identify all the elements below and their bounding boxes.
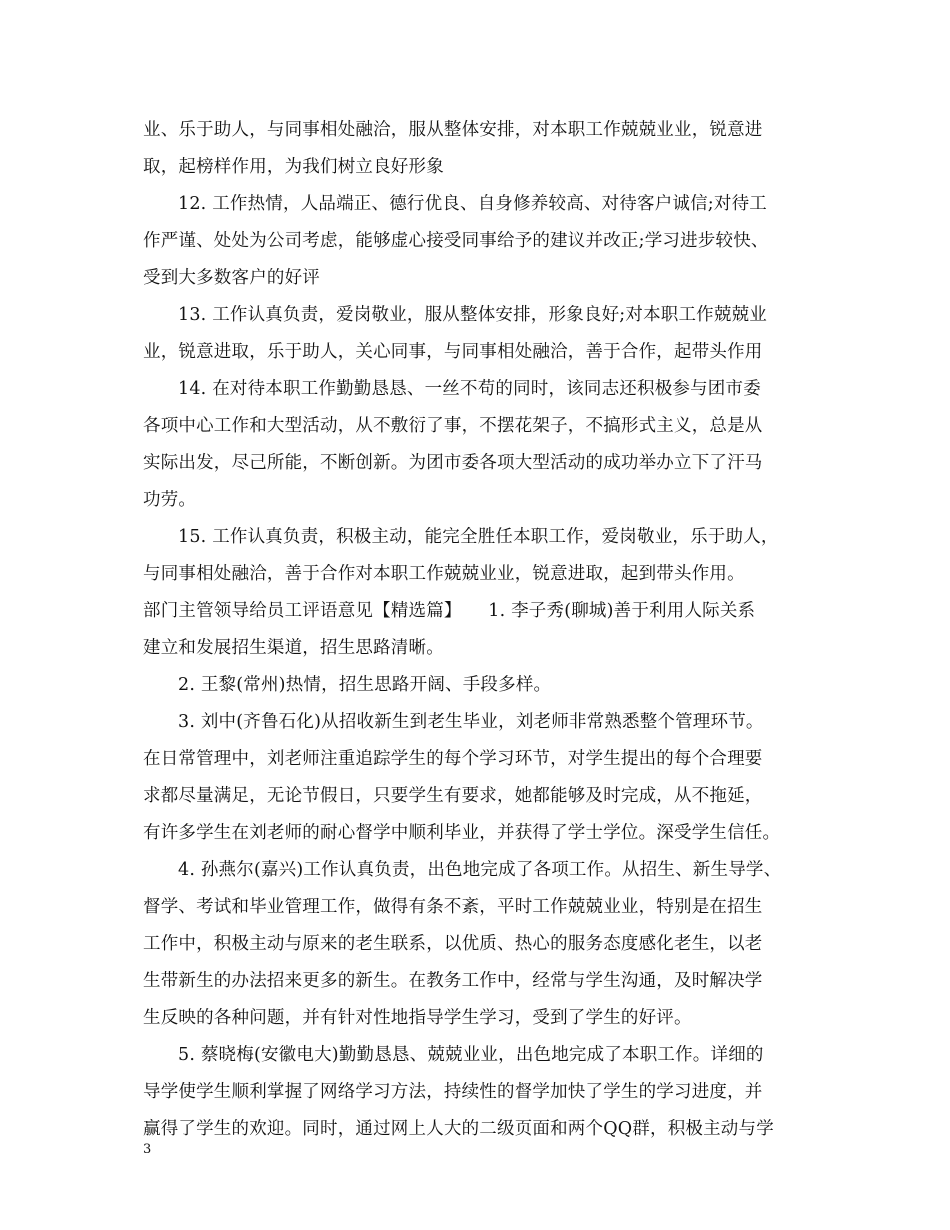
text-line: 建立和发展招生渠道，招生思路清晰。 bbox=[143, 638, 444, 658]
text-line: 15. 工作认真负责，积极主动，能完全胜任本职工作，爱岗敬业，乐于助人， bbox=[178, 527, 779, 547]
text-line: 导学使学生顺利掌握了网络学习方法，持续性的督学加快了学生的学习进度，并 bbox=[143, 1082, 763, 1102]
text-line: 受到大多数客户的好评 bbox=[143, 268, 320, 288]
text-line: 作严谨、处处为公司考虑，能够虚心接受同事给予的建议并改正;学习进步较快、 bbox=[143, 231, 769, 251]
text-line: 各项中心工作和大型活动，从不敷衍了事，不摆花架子，不搞形式主义，总是从 bbox=[143, 416, 763, 436]
text-line: 生带新生的办法招来更多的新生。在教务工作中，经常与学生沟通，及时解决学 bbox=[143, 971, 763, 991]
page-number: 3 bbox=[143, 1142, 152, 1157]
text-line: 12. 工作热情，人品端正、德行优良、自身修养较高、对待客户诚信;对待工 bbox=[178, 194, 767, 214]
text-line: 督学、考试和毕业管理工作，做得有条不紊，平时工作兢兢业业，特别是在招生 bbox=[143, 897, 763, 917]
text-line: 5. 蔡晓梅(安徽电大)勤勤恳恳、兢兢业业，出色地完成了本职工作。详细的 bbox=[178, 1045, 764, 1065]
text-line: 功劳。 bbox=[143, 490, 197, 510]
text-line: 求都尽量满足，无论节假日，只要学生有要求，她都能够及时完成，从不拖延， bbox=[143, 786, 763, 806]
text-line: 3. 刘中(齐鲁石化)从招收新生到老生毕业，刘老师非常熟悉整个管理环节。 bbox=[178, 712, 764, 732]
text-line: 部门主管领导给员工评语意见【精选篇】 1. 李子秀(聊城)善于利用人际关系 bbox=[143, 601, 756, 621]
text-line: 业，锐意进取，乐于助人，关心同事，与同事相处融洽，善于合作，起带头作用 bbox=[143, 342, 763, 362]
text-line: 工作中，积极主动与原来的老生联系，以优质、热心的服务态度感化老生，以老 bbox=[143, 934, 763, 954]
text-line: 与同事相处融洽，善于合作对本职工作兢兢业业，锐意进取，起到带头作用。 bbox=[143, 564, 745, 584]
text-line: 生反映的各种问题，并有针对性地指导学生学习，受到了学生的好评。 bbox=[143, 1008, 692, 1028]
text-line: 实际出发，尽己所能，不断创新。为团市委各项大型活动的成功举办立下了汗马 bbox=[143, 453, 763, 473]
text-line: 13. 工作认真负责，爱岗敬业，服从整体安排，形象良好;对本职工作兢兢业 bbox=[178, 305, 767, 325]
text-line: 业、乐于助人，与同事相处融洽，服从整体安排，对本职工作兢兢业业，锐意进 bbox=[143, 120, 763, 140]
text-line: 在日常管理中，刘老师注重追踪学生的每个学习环节，对学生提出的每个合理要 bbox=[143, 749, 763, 769]
text-line: 2. 王黎(常州)热情，招生思路开阔、手段多样。 bbox=[178, 675, 552, 695]
text-line: 取，起榜样作用，为我们树立良好形象 bbox=[143, 157, 444, 177]
text-line: 有许多学生在刘老师的耐心督学中顺利毕业，并获得了学士学位。深受学生信任。 bbox=[143, 823, 781, 843]
text-line: 4. 孙燕尔(嘉兴)工作认真负责，出色地完成了各项工作。从招生、新生导学、 bbox=[178, 860, 782, 880]
text-line: 赢得了学生的欢迎。同时，通过网上人大的二级页面和两个QQ群，积极主动与学 bbox=[143, 1119, 774, 1139]
text-line: 14. 在对待本职工作勤勤恳恳、一丝不苟的同时，该同志还积极参与团市委 bbox=[178, 379, 761, 399]
